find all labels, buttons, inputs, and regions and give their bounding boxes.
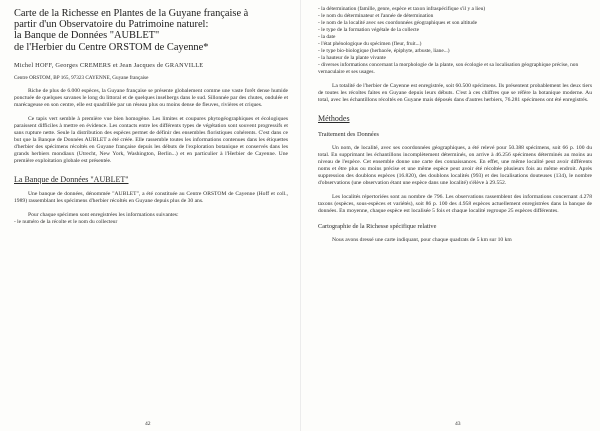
section-title: Méthodes [318, 114, 350, 123]
paragraph: Pour chaque spécimen sont enregistrées les informations suivantes: [28, 211, 179, 218]
paragraph: Une banque de données, dénommée "AUBLET", a été constituée au Centre ORSTOM de Cayenne (Hoff et coll., 1989) rassemblant les spécimens d'herbier récoltés en Guyane depuis plus de 30 ans. [14, 190, 288, 204]
subsection-title: Cartographie de la Richesse spécifique relative [318, 223, 437, 230]
authors: Michel HOFF, Georges CREMERS et Jean Jacques de GRANVILLE [14, 61, 204, 69]
paragraph: Les localités répertoriées sont au nombre de 796. Les observations rassemblent des informations concernant 4.278 taxons (espèces, sous-espèces et variétés), soit 86 p. 100 des 4.958 espèces actuellement enregistrées dans la banque de données. En moyenne, chaque espèce est localisée 5 fois et chaque localité regroupe 25 espèces différentes. [318, 194, 592, 214]
title-line: partir d'un Observatoire du Patrimoine naturel: [14, 19, 209, 31]
page-number-left: 42 [145, 421, 151, 427]
title-line: de l'Herbier du Centre ORSTOM de Cayenne* [14, 41, 209, 53]
list-item: - diverses informations concernant la morphologie de la plante, son écologie et sa localisation géographique précise, non vernaculaire et ses usages. [318, 62, 579, 75]
list-item: - la date [318, 34, 336, 40]
list-item: - la détermination (famille, genre, espèce et taxon infraspécifique s'il y a lieu) [318, 6, 486, 12]
title-line: Carte de la Richesse en Plantes de la Guyane française à [14, 8, 249, 19]
list-item: - le nom de la localité avec ses coordonnées géographiques et son altitude [318, 20, 477, 26]
title-line: la Banque de Données "AUBLET" [14, 30, 160, 42]
list-item: - le type de la formation végétale de la collecte [318, 27, 420, 33]
page-number-right: 43 [455, 421, 461, 427]
article-title [14, 8, 288, 53]
intro-paragraph: Riche de plus de 6.000 espèces, la Guyane française se présente globalement comme une vaste forêt dense humide ponctuée de quelques savanes le long du littoral et de quelques inselbergs dans le sud. Sillonnée par des chutes, ondulée et marécageuse en son centre, elle est quadrillée par un réseau plus ou moins dense de fleuves, rivières et criques. [14, 87, 288, 108]
paragraph: La totalité de l'herbier de Cayenne est enregistrée, soit 60.500 spécimens. Ils présentent probablement les deux tiers de toutes les récoltes faites en Guyane depuis leurs débuts. C'est à ces chiffres que se réfère la botanique moderne. Au total, avec les échantillons récoltés en Guyane mais déposés dans d'autres herbiers, 76.281 spécimens ont été enregistrés. [318, 83, 592, 103]
list-item: - le type bio-biologique (herbacée, épiphyte, arbuste, liane...) [318, 48, 450, 54]
list-item: - le numéro de la récolte et le nom du collecteur [14, 218, 118, 225]
paragraph: Un nom, de localité, avec ses coordonnées géographiques, a été relevé pour 50.388 spécimens, soit 66 p. 100 du total. En supprimant les échantillons incomplètement déterminés, on arrive à 46.256 spécimens déterminés au moins au niveau de l'espèce. Cet ensemble donne une carte des connaissances. En effet, une même localité peut avoir différents noms et être plus ou moins précise et une même espèce peut avoir été récoltée plusieurs fois au même endroit. Après suppression des doublons espèces (16.820), des doublons localités (993) et des localisations douteuses (134), le nombre d'observations (une observation étant une espèce dans une localité) s'élève à 29.552. [318, 145, 592, 186]
subsection-title: Traitement des Données [318, 131, 379, 138]
list-item: - le nom du déterminateur et l'année de détermination [318, 13, 434, 19]
page-gutter [300, 0, 301, 431]
field-list [318, 6, 592, 76]
section-title: La Banque de Données "AUBLET" [14, 174, 129, 184]
paragraph: Ce tapis vert semble à première vue bien homogène. Les limites et coupures phytogéographiques et écologiques paraissent difficiles à mettre en évidence. Les contacts entre les différents types de végétation sont souvent progressifs et sans rupture nette. Seule la distribution des espèces permet de définir des ensembles floristiques cohérents. C'est dans ce but que la Banque de Données AUBLET a été créée. Elle rassemble toutes les informations contenues dans les étiquettes d'herbier des spécimens récoltés en Guyane française depuis les débuts de l'exploration botanique et conservés dans les grands herbiers mondiaux (Utrecht, New York, Washington, Berlin...) et en particulier à l'Herbier de Cayenne. Une première exploitation globale est présentée. [14, 115, 288, 164]
list-item: - la hauteur de la plante vivante [318, 55, 386, 61]
right-page [312, 0, 592, 431]
affiliation: Centre ORSTOM, BP 165, 97323 CAYENNE, Guyane française [14, 74, 149, 81]
paragraph: Nous avons dressé une carte indiquant, pour chaque quadrats de 5 km sur 10 km [332, 237, 512, 243]
field-list [14, 219, 288, 226]
list-item: - l'état phénologique du spécimen (fleur, fruit...) [318, 41, 422, 47]
left-page [8, 0, 288, 431]
